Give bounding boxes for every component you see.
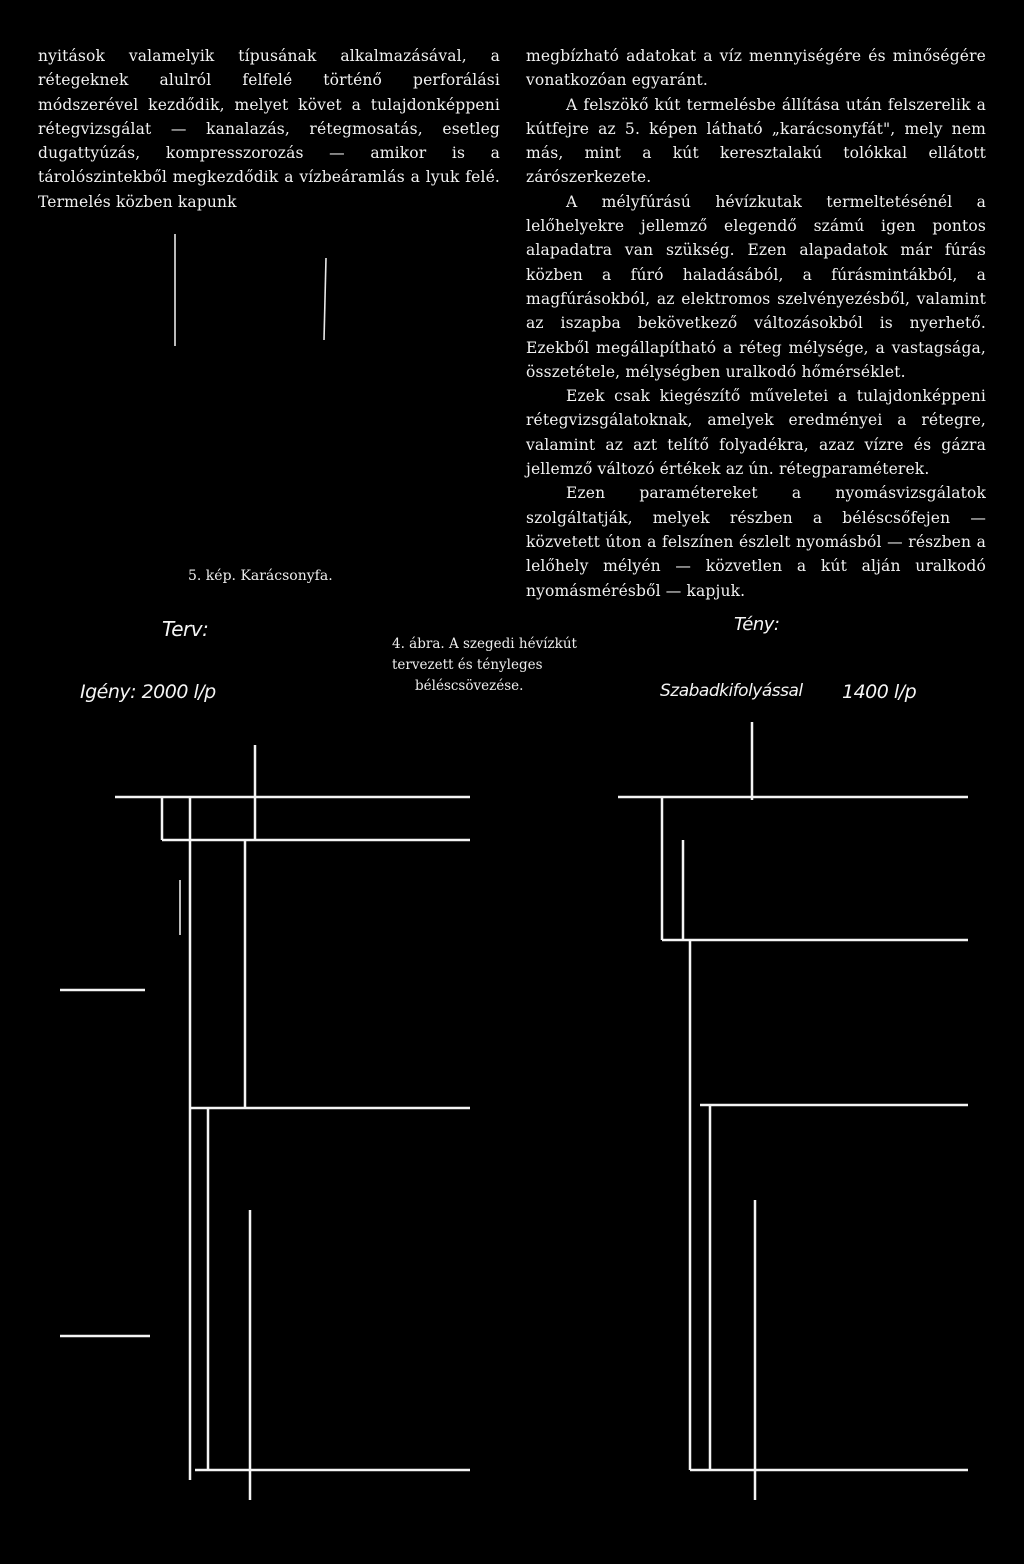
figure4-actual-value: 1400 l/p — [842, 681, 917, 703]
figure5-caption: 5. kép. Karácsonyfa. — [188, 568, 333, 584]
figure4-caption-line1: 4. ábra. A szegedi hévízkút — [392, 636, 577, 652]
figure4-caption-line3: béléscsövezése. — [415, 678, 524, 694]
figure4-plan-sublabel: Igény: 2000 l/p — [80, 681, 216, 703]
photo-line-right — [324, 258, 326, 340]
right-paragraph-4: Ezek csak kiegészítő műveletei a tulajdonképpeni rétegvizsgálatoknak, amelyek eredményei a rétegre, valamint az azt telítő folyadékra, azaz vízre és gázra jellemző változó értékek az ún. rétegparaméterek. — [526, 387, 986, 479]
left-paragraph: nyitások valamelyik típusának alkalmazásával, a rétegeknek alulról felfelé történő perforálási módszerével kezdődik, melyet követ a tulajdonképpeni rétegvizsgálat — kanalazás, rétegmosatás, esetleg dugattyúzás, kompresszorozás — amikor is a tárolószintekből megkezdődik a vízbeáramlás a lyuk felé. Termelés közben kapunk — [38, 47, 500, 211]
right-paragraph-5: Ezen paramétereket a nyomásvizsgálatok szolgáltatják, melyek részben a béléscsőfejen — közvetett úton a felszínen észlelt nyomásból — részben a lelőhely mélyén — közvetlen a kút alján uralkodó nyomásmérésből — kapjuk. — [526, 484, 986, 600]
figure4-left-casing-diagram — [60, 745, 470, 1500]
figure4-actual-label: Tény: — [734, 614, 780, 635]
right-paragraph-1: megbízható adatokat a víz mennyiségére és minőségére vonatkozóan egyaránt. — [526, 47, 986, 90]
figure4-caption — [392, 634, 577, 697]
figure5-photo — [175, 234, 326, 346]
figure4-plan-label: Terv: — [162, 617, 209, 641]
figure4-actual-sublabel: Szabadkifolyással — [660, 681, 803, 701]
figure4-right-casing-diagram — [618, 722, 968, 1500]
right-paragraph-3: A mélyfúrású hévízkutak termeltetésénél a lelőhelyekre jellemző elegendő számú igen pontos alapadatra van szükség. Ezen alapadatok már fúrás közben a fúró haladásából, a fúrásmintákból, a magfúrásokból, az elektromos szelvényezésből, valamint az iszapba bekövetkező változásokból is nyerhető. Ezekből megállapítható a réteg mélysége, a vastagsága, összetétele, mélységben uralkodó hőmérséklet. — [526, 192, 986, 381]
right-paragraph-2: A felszökő kút termelésbe állítása után felszerelik a kútfejre az 5. képen látható „karácsonyfát", mely nem más, mint a kút keresztalakú tolókkal ellátott zárószerkezete. — [526, 95, 986, 187]
figure4-caption-line2: tervezett és tényleges — [392, 657, 543, 673]
